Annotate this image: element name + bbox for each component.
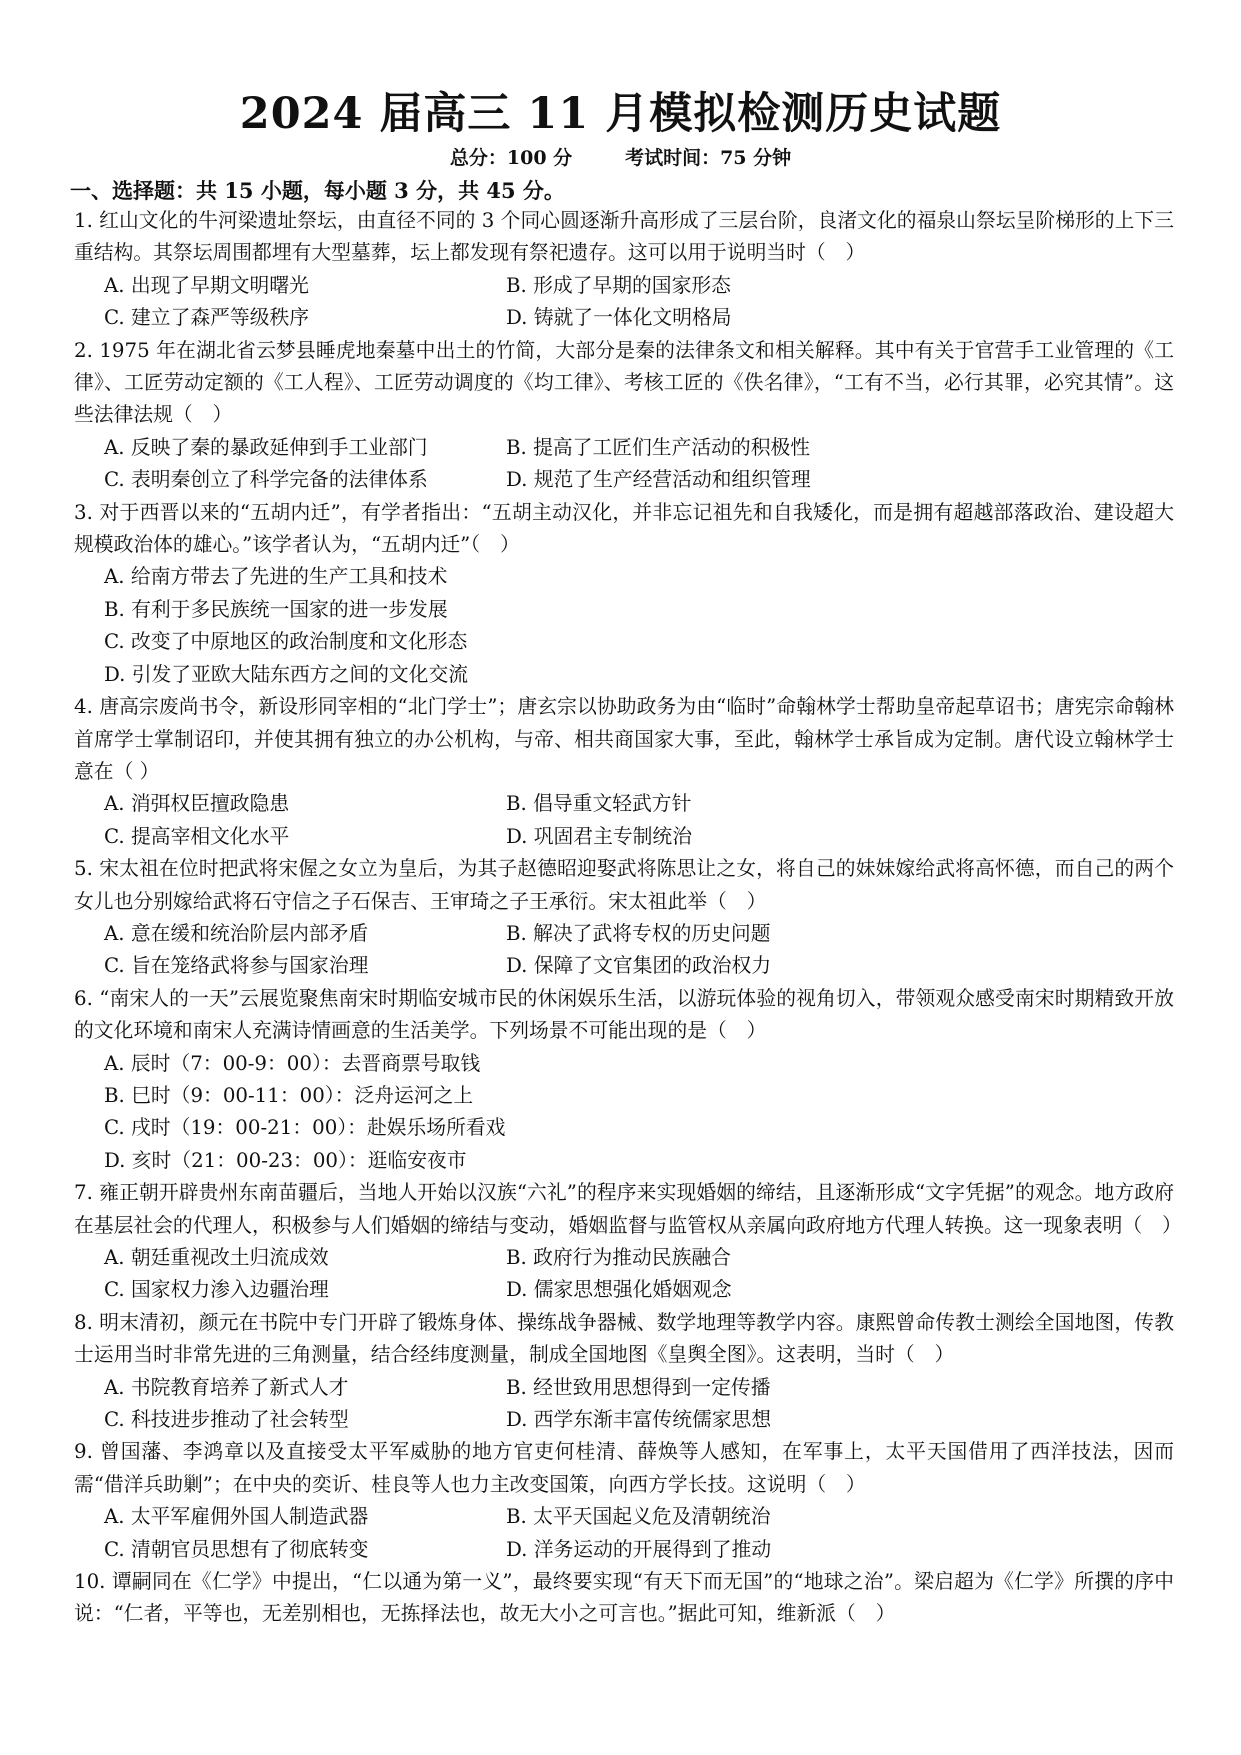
option-c: C. 改变了中原地区的政治制度和文化形态 bbox=[104, 630, 468, 654]
question-stem: 8. 明末清初，颜元在书院中专门开辟了锻炼身体、操练战争器械、数学地理等教学内容。康熙曾命传教士测绘全国地图，传教士运用当时非常先进的三角测量，结合经纬度测量，制成全国地图《皇舆全图》。这表明，当时（ ） bbox=[74, 1310, 1174, 1367]
question-6 bbox=[74, 983, 1174, 1177]
option-b: B. 倡导重文轻武方针 bbox=[506, 792, 692, 816]
question-1 bbox=[74, 205, 1174, 335]
option-b: B. 太平天国起义危及清朝统治 bbox=[506, 1505, 771, 1529]
question-stem: 7. 雍正朝开辟贵州东南苗疆后，当地人开始以汉族“六礼”的程序来实现婚姻的缔结，且逐渐形成“文字凭据”的观念。地方政府在基层社会的代理人，积极参与人们婚姻的缔结与变动，婚姻监督与监管权从亲属向政府地方代理人转换。这一现象表明（ ） bbox=[74, 1181, 1182, 1237]
question-stem: 1. 红山文化的牛河梁遗址祭坛，由直径不同的 3 个同心圆逐渐升高形成了三层台阶，良渚文化的福泉山祭坛呈阶梯形的上下三重结构。其祭坛周围都埋有大型墓葬，坛上都发现有祭祀遗存。这可以用于说明当时（ ） bbox=[74, 209, 1174, 265]
option-c: C. 清朝官员思想有了彻底转变 bbox=[104, 1537, 369, 1561]
option-b: B. 巳时（9：00-11：00）：泛舟运河之上 bbox=[104, 1083, 474, 1107]
option-b: B. 形成了早期的国家形态 bbox=[506, 273, 731, 297]
option-a: A. 消弭权臣擅政隐患 bbox=[104, 792, 290, 816]
question-5 bbox=[74, 853, 1174, 983]
option-b: B. 经世致用思想得到一定传播 bbox=[506, 1375, 771, 1399]
option-d: D. 洋务运动的开展得到了推动 bbox=[506, 1537, 772, 1561]
option-c: C. 表明秦创立了科学完备的法律体系 bbox=[104, 468, 428, 492]
option-d: D. 规范了生产经营活动和组织管理 bbox=[506, 468, 811, 492]
option-a: A. 书院教育培养了新式人才 bbox=[104, 1375, 349, 1399]
option-c: C. 提高宰相文化水平 bbox=[104, 824, 290, 848]
question-7 bbox=[74, 1177, 1182, 1307]
question-stem: 6. “南宋人的一天”云展览聚焦南宋时期临安城市民的休闲娱乐生活，以游玩体验的视角切入，带领观众感受南宋时期精致开放的文化环境和南宋人充满诗情画意的生活美学。下列场景不可能出现的是（ ） bbox=[74, 986, 1174, 1043]
option-c: C. 建立了森严等级秩序 bbox=[104, 306, 310, 330]
question-stem: 4. 唐高宗废尚书令，新设形同宰相的“北门学士”；唐玄宗以协助政务为由“临时”命翰林学士帮助皇帝起草诏书；唐宪宗命翰林首席学士掌制诏印，并使其拥有独立的办公机构，与帝、相共商国家大事，至此，翰林学士承旨成为定制。唐代设立翰林学士意在（ ） bbox=[74, 695, 1174, 783]
option-c: C. 旨在笼络武将参与国家治理 bbox=[104, 954, 369, 978]
section-heading: 一、选择题：共 15 小题，每小题 3 分，共 45 分。 bbox=[70, 178, 565, 203]
option-a: A. 给南方带去了先进的生产工具和技术 bbox=[104, 565, 448, 589]
question-10 bbox=[74, 1566, 1174, 1631]
question-4 bbox=[74, 691, 1174, 853]
option-d: D. 西学东渐丰富传统儒家思想 bbox=[506, 1408, 772, 1432]
option-d: D. 铸就了一体化文明格局 bbox=[506, 306, 732, 330]
question-stem: 3. 对于西晋以来的“五胡内迁”，有学者指出：“五胡主动汉化，并非忘记祖先和自我矮化，而是拥有超越部落政治、建设超大规模政治体的雄心。”该学者认为，“五胡内迁”（ ） bbox=[74, 500, 1174, 557]
question-9 bbox=[74, 1436, 1174, 1566]
option-c: C. 戌时（19：00-21：00）：赴娱乐场所看戏 bbox=[104, 1116, 506, 1140]
option-a: A. 太平军雇佣外国人制造武器 bbox=[104, 1505, 369, 1529]
option-a: A. 意在缓和统治阶层内部矛盾 bbox=[104, 921, 369, 945]
option-d: D. 保障了文官集团的政治权力 bbox=[506, 954, 772, 978]
option-a: A. 朝廷重视改土归流成效 bbox=[104, 1246, 329, 1269]
exam-info: 总分：100 分 考试时间：75 分钟 bbox=[449, 147, 792, 169]
option-d: D. 巩固君主专制统治 bbox=[506, 824, 692, 848]
question-stem: 2. 1975 年在湖北省云梦县睡虎地秦墓中出土的竹简，大部分是秦的法律条文和相关解释。其中有关于官营手工业管理的《工律》、工匠劳动定额的《工人程》、工匠劳动调度的《均工律》、考核工匠的《佚名律》，“工有不当，必行其罪，必究其情”。这些法律法规（ ） bbox=[74, 338, 1174, 427]
question-stem: 5. 宋太祖在位时把武将宋偓之女立为皇后，为其子赵德昭迎娶武将陈思让之女，将自己的妹妹嫁给武将高怀德，而自己的两个女儿也分别嫁给武将石守信之子石保吉、王审琦之子王承衍。宋太祖此举（ ） bbox=[74, 857, 1174, 913]
option-b: B. 提高了工匠们生产活动的积极性 bbox=[506, 435, 811, 459]
option-b: B. 解决了武将专权的历史问题 bbox=[506, 921, 771, 945]
option-a: A. 出现了早期文明曙光 bbox=[104, 273, 309, 297]
option-c: C. 科技进步推动了社会转型 bbox=[104, 1408, 349, 1432]
question-8 bbox=[74, 1307, 1174, 1437]
option-c: C. 国家权力渗入边疆治理 bbox=[104, 1278, 329, 1302]
option-a: A. 反映了秦的暴政延伸到手工业部门 bbox=[104, 435, 428, 459]
option-a: A. 辰时（7：00-9：00）：去晋商票号取钱 bbox=[104, 1051, 481, 1075]
question-3 bbox=[74, 497, 1174, 691]
option-d: D. 引发了亚欧大陆东西方之间的文化交流 bbox=[104, 662, 469, 686]
question-list bbox=[74, 205, 1182, 1631]
option-d: D. 儒家思想强化婚姻观念 bbox=[506, 1278, 732, 1302]
question-stem: 9. 曾国藩、李鸿章以及直接受太平军威胁的地方官吏何桂清、薛焕等人感知，在军事上，太平天国借用了西洋技法，因而需“借洋兵助剿”；在中央的奕䜣、桂良等人也力主改变国策，向西方学长技。这说明（ ） bbox=[74, 1440, 1174, 1496]
question-2 bbox=[74, 335, 1174, 497]
page-title: 2024 届高三 11 月模拟检测历史试题 bbox=[239, 89, 1002, 139]
option-b: B. 有利于多民族统一国家的进一步发展 bbox=[104, 597, 448, 621]
question-stem: 10. 谭嗣同在《仁学》中提出，“仁以通为第一义”，最终要实现“有天下而无国”的“地球之治”。梁启超为《仁学》所撰的序中说：“仁者，平等也，无差别相也，无拣择法也，故无大小之可言也。”据此可知，维新派（ ） bbox=[74, 1570, 1174, 1626]
option-b: B. 政府行为推动民族融合 bbox=[506, 1246, 731, 1269]
option-d: D. 亥时（21：00-23：00）：逛临安夜市 bbox=[104, 1148, 467, 1172]
